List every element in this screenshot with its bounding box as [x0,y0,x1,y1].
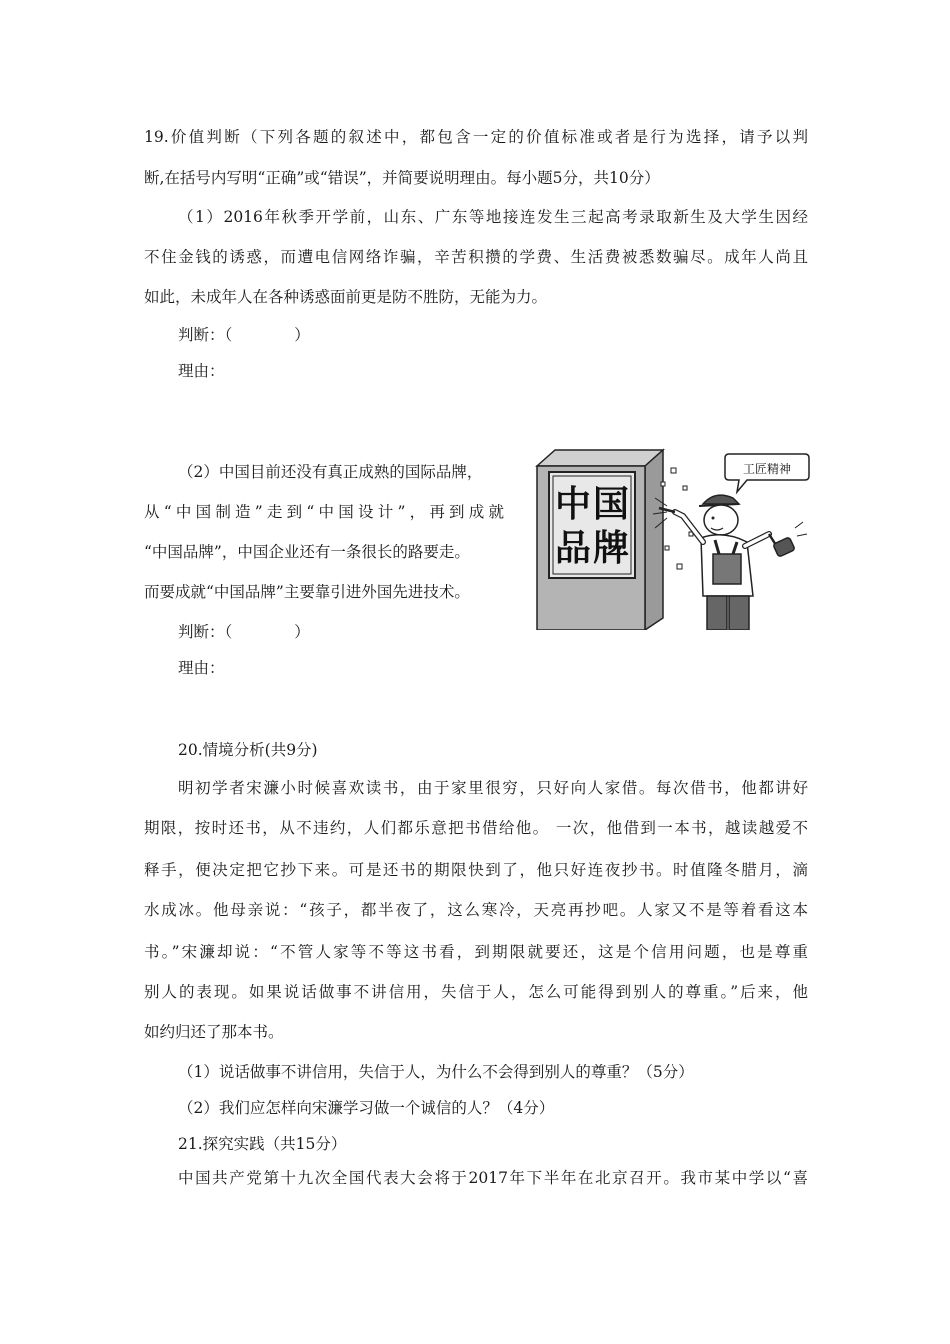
q20-para-line6: 别人的表现。如果说话做事不讲信用，失信于人，怎么可能得到别人的尊重。”后来，他 [144,983,808,1001]
q19-item2-line3: “中国品牌”，中国企业还有一条很长的路要走。 [144,543,470,561]
q20-para-line1: 明初学者宋濂小时候喜欢读书，由于家里很穷，只好向人家借。每次借书，他都讲好 [178,779,808,797]
craftsman-cartoon-image [533,446,811,630]
sign-char-3: 品 [554,528,592,569]
sign-char-4: 牌 [592,528,630,569]
q20-para-line2: 期限，按时还书，从不违约，人们都乐意把书借给他。 一次，他借到一本书，越读越爱不 [144,819,808,837]
q19-item1-reason-label: 理由： [178,362,225,380]
q20-para-line3: 释手，便决定把它抄下来。可是还书的期限快到了，他只好连夜抄书。时值隆冬腊月，滴 [144,861,808,879]
q19-item2-line1: （2）中国目前还没有真正成熟的国际品牌， [178,463,483,481]
q21-line1: 中国共产党第十九次全国代表大会将于2017年下半年在北京召开。我市某中学以“喜 [178,1169,808,1187]
q19-item2-line2: 从“中国制造”走到“中国设计”，再到成就 [144,503,504,521]
q19-title-line2: 断,在括号内写明“正确”或“错误”，并简要说明理由。每小题5分，共10分） [144,169,660,187]
q20-para-line5: 书。”宋濂却说：“不管人家等不等这书看，到期限就要还，这是个信用问题，也是尊重 [144,943,808,961]
sign-char-1: 中 [554,484,592,525]
judge-close: ） [294,326,310,344]
speech-bubble-text: 工匠精神 [742,462,792,476]
judge-label: 判断：（ [178,326,233,344]
q20-sub2: （2）我们应怎样向宋濂学习做一个诚信的人？（4分） [178,1099,555,1117]
q20-para-line4: 水成冰。他母亲说：“孩子，都半夜了，这么寒冷，天亮再抄吧。人家又不是等着看这本 [144,901,808,919]
sign-char-2: 国 [592,484,630,525]
q21-title: 21.探究实践（共15分） [178,1135,347,1153]
q19-item1-judge [178,325,310,345]
q19-item2-reason-label: 理由： [178,659,225,677]
q19-item1-line3: 如此，未成年人在各种诱惑面前更是防不胜防，无能为力。 [144,288,548,306]
q20-title: 20.情境分析(共9分) [178,741,318,759]
q19-title-line1: 19.价值判断（下列各题的叙述中，都包含一定的价值标准或者是行为选择，请予以判 [144,128,808,146]
q19-item1-line1: （1）2016年秋季开学前，山东、广东等地接连发生三起高考录取新生及大学生因经 [178,208,808,226]
q19-item2-line4: 而要成就“中国品牌”主要靠引进外国先进技术。 [144,583,470,601]
q20-para-line7: 如约归还了那本书。 [144,1023,284,1041]
q19-item1-line2: 不住金钱的诱惑，而遭电信网络诈骗，辛苦积攒的学费、生活费被悉数骗尽。成年人尚且 [144,248,808,266]
q20-sub1: （1）说话做事不讲信用，失信于人，为什么不会得到别人的尊重？（5分） [178,1063,694,1081]
judge-label: 判断：（ [178,623,233,641]
q19-item2-judge [178,622,310,642]
judge-close: ） [294,623,310,641]
